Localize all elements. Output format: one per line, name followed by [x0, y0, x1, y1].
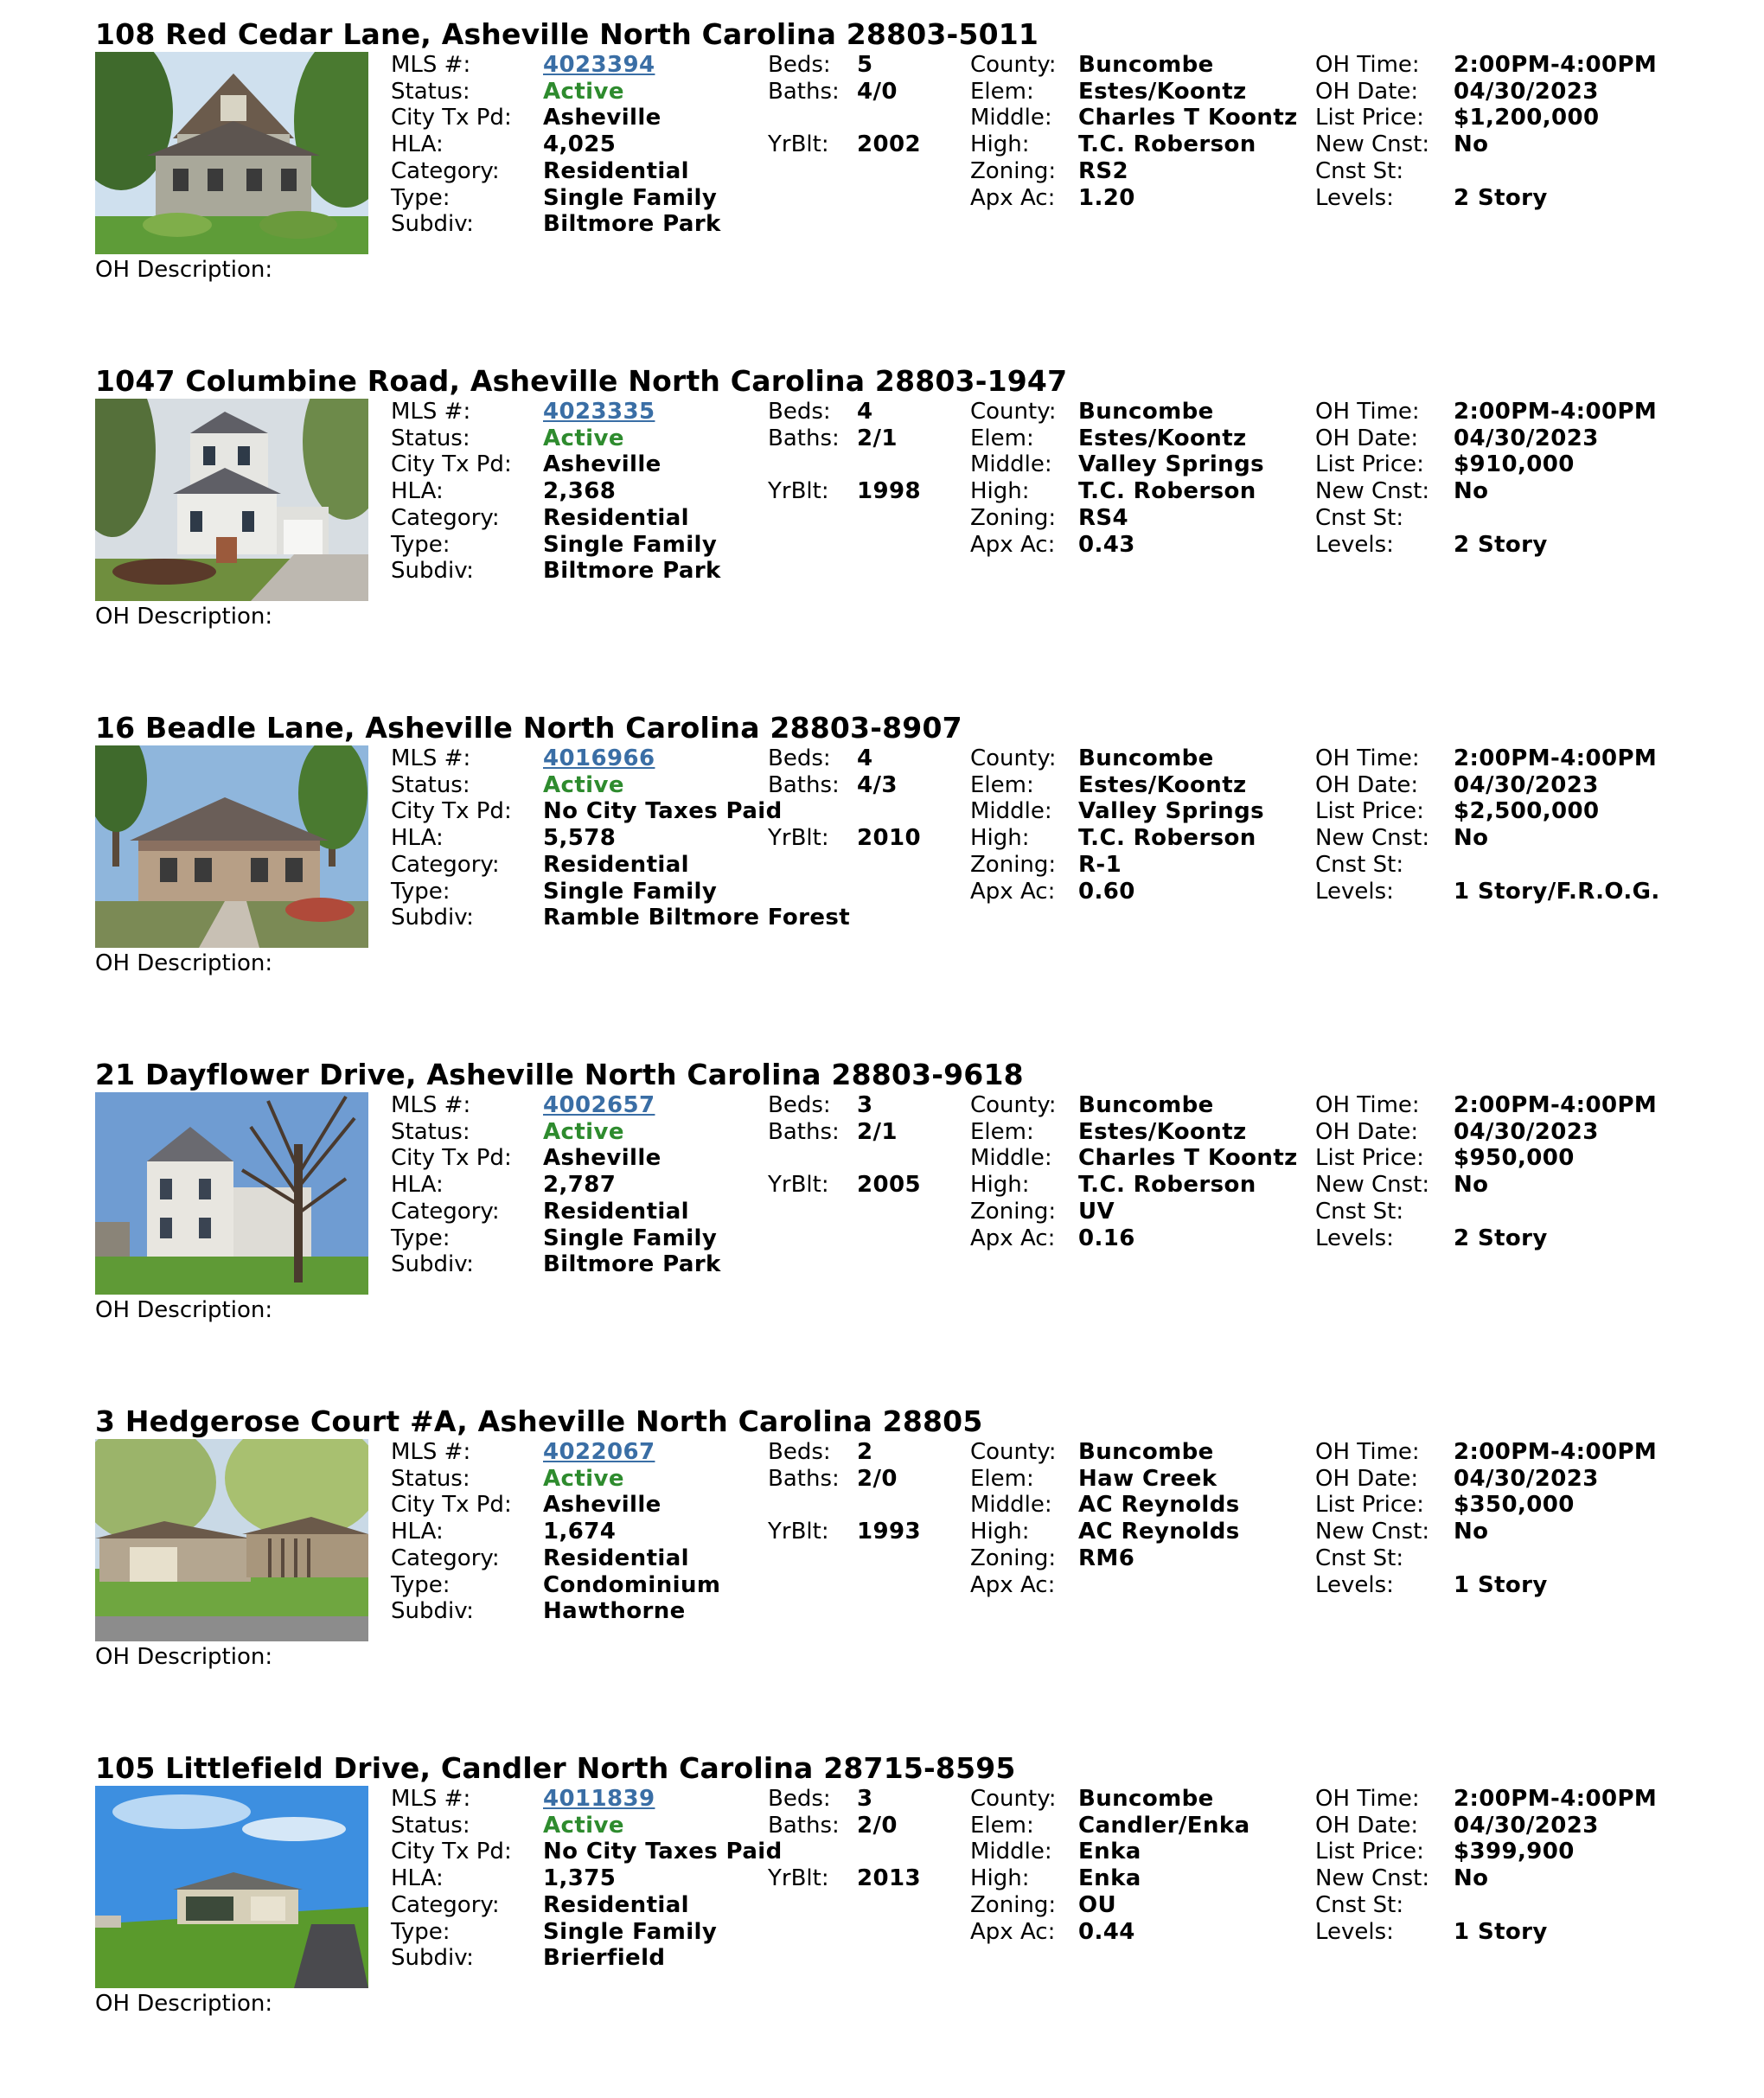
baths-value: 2/0: [857, 1465, 898, 1492]
levels-value: 1 Story: [1454, 1918, 1548, 1945]
baths-value: 4/0: [857, 78, 898, 105]
levels-value: 1 Story: [1454, 1571, 1548, 1598]
apx-ac-label: Apx Ac:: [970, 878, 1056, 905]
city-tx-label: City Tx Pd:: [391, 105, 512, 131]
zoning-value: RS4: [1078, 504, 1129, 531]
baths-value: 2/0: [857, 1812, 898, 1839]
county-value: Buncombe: [1078, 1439, 1214, 1465]
levels-label: Levels:: [1315, 531, 1394, 558]
oh-date-value: 04/30/2023: [1454, 1118, 1599, 1145]
category-value: Residential: [543, 1545, 689, 1571]
listing-card: [95, 711, 1738, 1058]
county-label: County:: [970, 745, 1057, 771]
city-tx-value: No City Taxes Paid: [543, 1839, 783, 1865]
zoning-label: Zoning:: [970, 157, 1057, 184]
middle-value: Valley Springs: [1078, 798, 1264, 825]
middle-label: Middle:: [970, 451, 1052, 478]
yrblt-label: YrBlt:: [768, 1519, 829, 1545]
list-price-label: List Price:: [1315, 1839, 1424, 1865]
oh-time-value: 2:00PM-4:00PM: [1454, 1439, 1658, 1465]
county-value: Buncombe: [1078, 745, 1214, 771]
oh-date-value: 04/30/2023: [1454, 1465, 1599, 1492]
levels-label: Levels:: [1315, 1918, 1394, 1945]
status-label: Status:: [391, 1118, 470, 1145]
baths-label: Baths:: [768, 1812, 840, 1839]
county-value: Buncombe: [1078, 1786, 1214, 1812]
new-cnst-value: No: [1454, 825, 1489, 852]
middle-value: Charles T Koontz: [1078, 1145, 1298, 1172]
category-label: Category:: [391, 504, 500, 531]
hla-value: 2,368: [543, 478, 617, 505]
beds-value: 4: [857, 745, 873, 771]
yrblt-label: YrBlt:: [768, 478, 829, 505]
middle-label: Middle:: [970, 1839, 1052, 1865]
county-label: County:: [970, 399, 1057, 425]
beds-value: 2: [857, 1439, 873, 1465]
high-label: High:: [970, 1172, 1030, 1199]
zoning-value: RM6: [1078, 1545, 1135, 1571]
type-label: Type:: [391, 1918, 451, 1945]
baths-label: Baths:: [768, 1118, 840, 1145]
list-price-label: List Price:: [1315, 1492, 1424, 1519]
mls-number-label: MLS #:: [391, 745, 471, 771]
elem-label: Elem:: [970, 1465, 1034, 1492]
category-value: Residential: [543, 1198, 689, 1225]
zoning-value: OU: [1078, 1891, 1117, 1918]
oh-description-label: OH Description:: [95, 1644, 273, 1670]
type-value: Condominium: [543, 1571, 721, 1598]
levels-label: Levels:: [1315, 1571, 1394, 1598]
listing-address: 21 Dayflower Drive, Asheville North Carolina 28803-9618: [95, 1058, 1024, 1091]
subdiv-label: Subdiv:: [391, 211, 474, 238]
apx-ac-value: 0.60: [1078, 878, 1135, 905]
listing-address: 108 Red Cedar Lane, Asheville North Carolina 28803-5011: [95, 17, 1039, 51]
subdiv-label: Subdiv:: [391, 1251, 474, 1278]
subdiv-value: Biltmore Park: [543, 558, 721, 585]
oh-description-label: OH Description:: [95, 950, 273, 976]
new-cnst-value: No: [1454, 1172, 1489, 1199]
subdiv-label: Subdiv:: [391, 558, 474, 585]
listing-address: 105 Littlefield Drive, Candler North Carolina 28715-8595: [95, 1751, 1016, 1785]
property-photo[interactable]: [95, 1786, 368, 1988]
category-value: Residential: [543, 1891, 689, 1918]
oh-description-label: OH Description:: [95, 604, 273, 630]
beds-value: 4: [857, 399, 873, 425]
oh-description-label: OH Description:: [95, 1297, 273, 1323]
property-photo[interactable]: [95, 1439, 368, 1641]
property-photo[interactable]: [95, 745, 368, 948]
hla-label: HLA:: [391, 1519, 444, 1545]
beds-value: 3: [857, 1092, 873, 1118]
listing-card: [95, 1751, 1738, 2098]
high-label: High:: [970, 1865, 1030, 1892]
category-label: Category:: [391, 851, 500, 878]
new-cnst-value: No: [1454, 131, 1489, 158]
beds-label: Beds:: [768, 745, 831, 771]
elem-label: Elem:: [970, 1812, 1034, 1839]
levels-label: Levels:: [1315, 878, 1394, 905]
beds-label: Beds:: [768, 1439, 831, 1465]
type-value: Single Family: [543, 1918, 718, 1945]
elem-value: Estes/Koontz: [1078, 771, 1247, 798]
type-value: Single Family: [543, 531, 718, 558]
list-price-value: $2,500,000: [1454, 798, 1600, 825]
high-label: High:: [970, 1519, 1030, 1545]
elem-value: Estes/Koontz: [1078, 1118, 1247, 1145]
list-price-value: $1,200,000: [1454, 105, 1600, 131]
high-label: High:: [970, 825, 1030, 852]
levels-value: 1 Story/F.R.O.G.: [1454, 878, 1660, 905]
elem-value: Estes/Koontz: [1078, 78, 1247, 105]
oh-time-label: OH Time:: [1315, 745, 1420, 771]
type-label: Type:: [391, 1225, 451, 1251]
hla-value: 2,787: [543, 1172, 617, 1199]
oh-time-value: 2:00PM-4:00PM: [1454, 1786, 1658, 1812]
mls-number-link[interactable]: 4011839: [543, 1786, 655, 1812]
city-tx-label: City Tx Pd:: [391, 451, 512, 478]
type-value: Single Family: [543, 184, 718, 211]
high-value: T.C. Roberson: [1078, 131, 1256, 158]
subdiv-value: Biltmore Park: [543, 211, 721, 238]
levels-label: Levels:: [1315, 1225, 1394, 1251]
baths-label: Baths:: [768, 425, 840, 451]
city-tx-value: Asheville: [543, 1492, 662, 1519]
zoning-label: Zoning:: [970, 851, 1057, 878]
middle-value: AC Reynolds: [1078, 1492, 1240, 1519]
oh-time-label: OH Time:: [1315, 1092, 1420, 1118]
listing-card: [95, 1058, 1738, 1404]
oh-date-label: OH Date:: [1315, 1465, 1419, 1492]
status-label: Status:: [391, 1812, 470, 1839]
apx-ac-label: Apx Ac:: [970, 1918, 1056, 1945]
subdiv-value: Ramble Biltmore Forest: [543, 905, 851, 931]
cnst-st-label: Cnst St:: [1315, 851, 1404, 878]
oh-date-label: OH Date:: [1315, 1812, 1419, 1839]
county-label: County:: [970, 1092, 1057, 1118]
list-price-label: List Price:: [1315, 451, 1424, 478]
baths-value: 4/3: [857, 771, 898, 798]
category-label: Category:: [391, 1198, 500, 1225]
type-label: Type:: [391, 184, 451, 211]
listing-card: [95, 1404, 1738, 1751]
category-label: Category:: [391, 157, 500, 184]
listing-list: [95, 17, 1738, 2098]
beds-label: Beds:: [768, 399, 831, 425]
apx-ac-label: Apx Ac:: [970, 1225, 1056, 1251]
hla-value: 1,674: [543, 1519, 617, 1545]
zoning-value: UV: [1078, 1198, 1115, 1225]
list-price-value: $950,000: [1454, 1145, 1575, 1172]
beds-label: Beds:: [768, 1786, 831, 1812]
beds-label: Beds:: [768, 1092, 831, 1118]
category-label: Category:: [391, 1545, 500, 1571]
status-label: Status:: [391, 771, 470, 798]
status-label: Status:: [391, 1465, 470, 1492]
subdiv-label: Subdiv:: [391, 905, 474, 931]
list-price-value: $350,000: [1454, 1492, 1575, 1519]
city-tx-value: Asheville: [543, 1145, 662, 1172]
beds-value: 5: [857, 52, 873, 78]
county-value: Buncombe: [1078, 399, 1214, 425]
listing-card: [95, 364, 1738, 711]
list-price-label: List Price:: [1315, 1145, 1424, 1172]
levels-value: 2 Story: [1454, 184, 1548, 211]
oh-time-value: 2:00PM-4:00PM: [1454, 1092, 1658, 1118]
baths-label: Baths:: [768, 771, 840, 798]
baths-label: Baths:: [768, 1465, 840, 1492]
cnst-st-label: Cnst St:: [1315, 1891, 1404, 1918]
elem-label: Elem:: [970, 771, 1034, 798]
hla-label: HLA:: [391, 131, 444, 158]
middle-value: Charles T Koontz: [1078, 105, 1298, 131]
apx-ac-label: Apx Ac:: [970, 531, 1056, 558]
city-tx-value: Asheville: [543, 105, 662, 131]
county-label: County:: [970, 1786, 1057, 1812]
city-tx-value: No City Taxes Paid: [543, 798, 783, 825]
type-value: Single Family: [543, 878, 718, 905]
type-label: Type:: [391, 878, 451, 905]
baths-label: Baths:: [768, 78, 840, 105]
levels-label: Levels:: [1315, 184, 1394, 211]
cnst-st-label: Cnst St:: [1315, 1198, 1404, 1225]
yrblt-label: YrBlt:: [768, 1172, 829, 1199]
status-value: Active: [543, 1812, 624, 1839]
new-cnst-value: No: [1454, 1865, 1489, 1892]
mls-number-link[interactable]: 4016966: [543, 745, 655, 771]
cnst-st-label: Cnst St:: [1315, 1545, 1404, 1571]
listing-address: 16 Beadle Lane, Asheville North Carolina 28803-8907: [95, 711, 962, 745]
oh-time-value: 2:00PM-4:00PM: [1454, 745, 1658, 771]
listing-address: 3 Hedgerose Court #A, Asheville North Carolina 28805: [95, 1404, 983, 1438]
property-photo[interactable]: [95, 399, 368, 601]
middle-label: Middle:: [970, 105, 1052, 131]
subdiv-label: Subdiv:: [391, 1598, 474, 1625]
apx-ac-value: 0.16: [1078, 1225, 1135, 1251]
levels-value: 2 Story: [1454, 1225, 1548, 1251]
hla-label: HLA:: [391, 478, 444, 505]
elem-value: Haw Creek: [1078, 1465, 1218, 1492]
yrblt-value: 1998: [857, 478, 921, 505]
listing-address: 1047 Columbine Road, Asheville North Carolina 28803-1947: [95, 364, 1068, 398]
mls-number-link[interactable]: 4023335: [543, 399, 655, 425]
category-label: Category:: [391, 1891, 500, 1918]
zoning-label: Zoning:: [970, 504, 1057, 531]
subdiv-value: Hawthorne: [543, 1598, 686, 1625]
hla-value: 4,025: [543, 131, 617, 158]
high-label: High:: [970, 478, 1030, 505]
yrblt-value: 2002: [857, 131, 921, 158]
oh-time-label: OH Time:: [1315, 1786, 1420, 1812]
cnst-st-label: Cnst St:: [1315, 157, 1404, 184]
yrblt-value: 1993: [857, 1519, 921, 1545]
new-cnst-label: New Cnst:: [1315, 1865, 1430, 1892]
hla-label: HLA:: [391, 1865, 444, 1892]
oh-date-label: OH Date:: [1315, 1118, 1419, 1145]
status-value: Active: [543, 771, 624, 798]
category-value: Residential: [543, 504, 689, 531]
apx-ac-value: 0.43: [1078, 531, 1135, 558]
oh-date-label: OH Date:: [1315, 78, 1419, 105]
hla-label: HLA:: [391, 1172, 444, 1199]
mls-number-link[interactable]: 4002657: [543, 1092, 655, 1118]
yrblt-label: YrBlt:: [768, 825, 829, 852]
county-label: County:: [970, 52, 1057, 78]
yrblt-label: YrBlt:: [768, 131, 829, 158]
new-cnst-label: New Cnst:: [1315, 825, 1430, 852]
zoning-label: Zoning:: [970, 1198, 1057, 1225]
high-label: High:: [970, 131, 1030, 158]
zoning-label: Zoning:: [970, 1545, 1057, 1571]
oh-date-label: OH Date:: [1315, 771, 1419, 798]
middle-value: Enka: [1078, 1839, 1141, 1865]
oh-date-value: 04/30/2023: [1454, 1812, 1599, 1839]
high-value: T.C. Roberson: [1078, 478, 1256, 505]
yrblt-value: 2013: [857, 1865, 921, 1892]
oh-date-value: 04/30/2023: [1454, 78, 1599, 105]
high-value: Enka: [1078, 1865, 1141, 1892]
category-value: Residential: [543, 157, 689, 184]
apx-ac-value: 1.20: [1078, 184, 1135, 211]
oh-date-label: OH Date:: [1315, 425, 1419, 451]
middle-value: Valley Springs: [1078, 451, 1264, 478]
oh-time-value: 2:00PM-4:00PM: [1454, 52, 1658, 78]
city-tx-label: City Tx Pd:: [391, 1839, 512, 1865]
listing-card: [95, 17, 1738, 364]
baths-value: 2/1: [857, 425, 898, 451]
oh-time-label: OH Time:: [1315, 52, 1420, 78]
beds-label: Beds:: [768, 52, 831, 78]
oh-description-label: OH Description:: [95, 257, 273, 283]
elem-label: Elem:: [970, 425, 1034, 451]
type-label: Type:: [391, 531, 451, 558]
status-label: Status:: [391, 425, 470, 451]
apx-ac-value: 0.44: [1078, 1918, 1135, 1945]
status-value: Active: [543, 78, 624, 105]
mls-number-label: MLS #:: [391, 1092, 471, 1118]
status-value: Active: [543, 1465, 624, 1492]
property-photo[interactable]: [95, 52, 368, 254]
hla-value: 1,375: [543, 1865, 617, 1892]
cnst-st-label: Cnst St:: [1315, 504, 1404, 531]
high-value: AC Reynolds: [1078, 1519, 1240, 1545]
hla-value: 5,578: [543, 825, 617, 852]
mls-number-link[interactable]: 4022067: [543, 1439, 655, 1465]
status-value: Active: [543, 1118, 624, 1145]
mls-number-label: MLS #:: [391, 1786, 471, 1812]
apx-ac-label: Apx Ac:: [970, 1571, 1056, 1598]
yrblt-label: YrBlt:: [768, 1865, 829, 1892]
new-cnst-value: No: [1454, 478, 1489, 505]
new-cnst-label: New Cnst:: [1315, 1519, 1430, 1545]
subdiv-label: Subdiv:: [391, 1945, 474, 1972]
county-value: Buncombe: [1078, 1092, 1214, 1118]
status-value: Active: [543, 425, 624, 451]
status-label: Status:: [391, 78, 470, 105]
mls-number-label: MLS #:: [391, 399, 471, 425]
elem-value: Candler/Enka: [1078, 1812, 1250, 1839]
high-value: T.C. Roberson: [1078, 825, 1256, 852]
oh-time-label: OH Time:: [1315, 399, 1420, 425]
subdiv-value: Biltmore Park: [543, 1251, 721, 1278]
oh-date-value: 04/30/2023: [1454, 771, 1599, 798]
city-tx-value: Asheville: [543, 451, 662, 478]
list-price-value: $910,000: [1454, 451, 1575, 478]
oh-time-label: OH Time:: [1315, 1439, 1420, 1465]
elem-value: Estes/Koontz: [1078, 425, 1247, 451]
city-tx-label: City Tx Pd:: [391, 1145, 512, 1172]
list-price-value: $399,900: [1454, 1839, 1575, 1865]
type-value: Single Family: [543, 1225, 718, 1251]
oh-description-label: OH Description:: [95, 1991, 273, 2017]
property-photo[interactable]: [95, 1092, 368, 1295]
levels-value: 2 Story: [1454, 531, 1548, 558]
middle-label: Middle:: [970, 1492, 1052, 1519]
middle-label: Middle:: [970, 1145, 1052, 1172]
oh-time-value: 2:00PM-4:00PM: [1454, 399, 1658, 425]
yrblt-value: 2010: [857, 825, 921, 852]
beds-value: 3: [857, 1786, 873, 1812]
new-cnst-value: No: [1454, 1519, 1489, 1545]
county-value: Buncombe: [1078, 52, 1214, 78]
zoning-label: Zoning:: [970, 1891, 1057, 1918]
new-cnst-label: New Cnst:: [1315, 131, 1430, 158]
category-value: Residential: [543, 851, 689, 878]
type-label: Type:: [391, 1571, 451, 1598]
new-cnst-label: New Cnst:: [1315, 1172, 1430, 1199]
yrblt-value: 2005: [857, 1172, 921, 1199]
mls-number-label: MLS #:: [391, 1439, 471, 1465]
elem-label: Elem:: [970, 1118, 1034, 1145]
baths-value: 2/1: [857, 1118, 898, 1145]
county-label: County:: [970, 1439, 1057, 1465]
oh-date-value: 04/30/2023: [1454, 425, 1599, 451]
elem-label: Elem:: [970, 78, 1034, 105]
mls-number-label: MLS #:: [391, 52, 471, 78]
middle-label: Middle:: [970, 798, 1052, 825]
mls-number-link[interactable]: 4023394: [543, 52, 655, 78]
list-price-label: List Price:: [1315, 798, 1424, 825]
subdiv-value: Brierfield: [543, 1945, 666, 1972]
hla-label: HLA:: [391, 825, 444, 852]
zoning-value: RS2: [1078, 157, 1129, 184]
high-value: T.C. Roberson: [1078, 1172, 1256, 1199]
apx-ac-label: Apx Ac:: [970, 184, 1056, 211]
new-cnst-label: New Cnst:: [1315, 478, 1430, 505]
zoning-value: R-1: [1078, 851, 1122, 878]
list-price-label: List Price:: [1315, 105, 1424, 131]
city-tx-label: City Tx Pd:: [391, 798, 512, 825]
city-tx-label: City Tx Pd:: [391, 1492, 512, 1519]
